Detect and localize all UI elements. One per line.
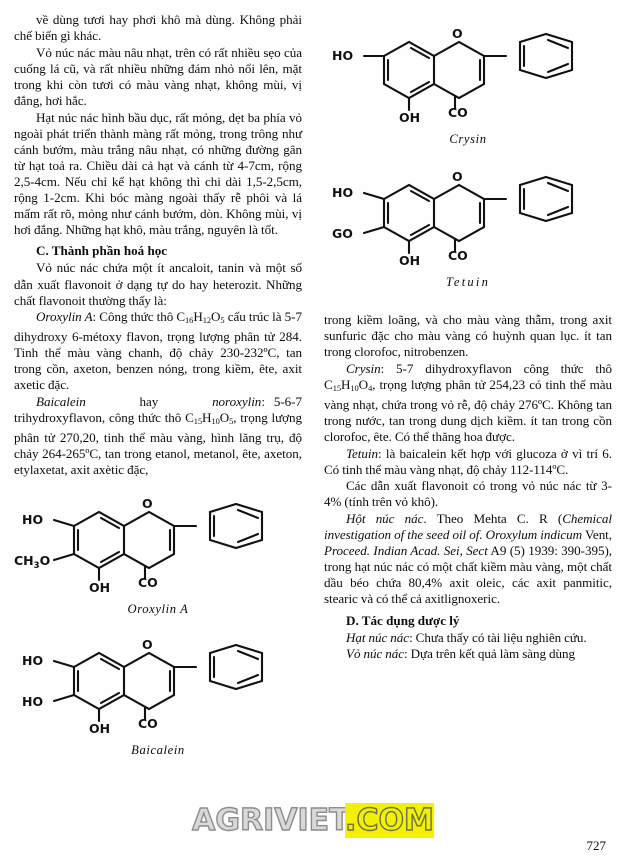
oroxylin-o-symbol: O	[211, 309, 221, 325]
baicalein-h-symbol: H	[202, 410, 212, 426]
tetuin-svg	[324, 161, 594, 273]
tetuin-label-co: CO	[448, 248, 468, 263]
watermark-tld-text: .COM	[345, 803, 434, 838]
left-column	[14, 12, 302, 858]
caption-oroxylin-a: Oroxylin A	[127, 602, 189, 617]
baicalein-label-ho-6: HO	[22, 694, 44, 710]
tetuin-label-ho: HO	[332, 185, 354, 200]
caption-baicalein: Baicalein	[131, 743, 185, 758]
watermark-brand-text: AGRIVIET	[192, 803, 346, 838]
crysin-svg	[324, 18, 594, 130]
baicalein-label-ho-7: HO	[22, 653, 44, 669]
baicalein-hydrogen-count: 10	[211, 416, 220, 426]
crysin-oxygen-count: 4	[368, 383, 373, 393]
compound-name-oroxylin-a: Oroxylin A	[36, 309, 93, 325]
oroxylin-hydrogen-count: 12	[202, 316, 212, 326]
paragraph-flavonoid-intro: Vỏ núc nác chứa một ít ancaloit, tanin và một số dẫn xuất flavonoit ở dạng tự do hay heterozit. Những chất flavonoit thường thấy là:	[14, 260, 302, 308]
oroxylin-label-ho: HO	[22, 512, 44, 528]
structure-diagram-crysin	[324, 18, 612, 147]
heading-pharmacological-effects: D. Tác dụng dược lý	[346, 612, 460, 628]
oroxylin-label-ring-oxygen: O	[142, 496, 153, 512]
baicalein-svg	[14, 629, 284, 741]
oroxylin-a-svg	[14, 488, 284, 600]
crysin-carbon-count: 15	[332, 383, 341, 393]
paragraph-seed-oil-reference	[324, 511, 612, 608]
structure-diagram-oroxylin-a	[14, 488, 302, 617]
oroxylin-h-symbol: H	[193, 309, 203, 325]
paragraph-baicalein-continued: trong kiềm loãng, và cho màu vàng thẫm, trong axit sunfuric đặc cho màu vàng có huỳnh quan lục. ít tan trong clorofoc, nitrobenzen.	[324, 312, 612, 360]
seed-use-label: Hạt núc nác	[346, 629, 410, 645]
oroxylin-label-co: CO	[138, 575, 158, 591]
crysin-hydrogen-count: 10	[350, 383, 359, 393]
compound-name-crysin: Crysin	[346, 360, 381, 376]
bark-use-text: : Dựa trên kết quả làm sàng dùng	[404, 646, 576, 662]
structure-diagram-baicalein	[14, 629, 302, 758]
paragraph-oroxylin-a	[14, 309, 302, 393]
paragraph-seed-description: Hạt núc nác hình bầu dục, rất mỏng, dẹt ba phía vỏ ngoài phát triển thành màng rất mỏng, trong trông như cánh bướm, màu trắng nâu nhạt, có những đường gân từ hạt toả ra. Chiều dài cả hạt và cánh từ 4-7cm, rộng 2,5-4cm. Nếu chỉ kể hạt không thì chi dài 1,5-2,5cm, rộng 1-2cm. Khi bóc màng ngoài thấy rễ phôi và lá mấm rất rõ, mỏng như cánh bướm, dòn. Không mùi, vị hơi đắng. Những hạt khô, màu trắng, nguyên là tốt.	[14, 109, 302, 238]
crysin-formula-lead: : 5-7 dihydroxyflavon công thức thô C	[324, 360, 612, 392]
seed-subject-label: Hột núc nác	[346, 510, 424, 526]
baicalein-oxygen-count: 5	[229, 416, 234, 426]
paragraph-crysin	[324, 361, 612, 445]
structure-diagram-tetuin	[324, 161, 612, 290]
bark-use-label: Vỏ núc nác	[346, 646, 405, 662]
oroxylin-formula-lead: : Công thức thô C	[92, 309, 186, 325]
conjunction-hay: hay	[139, 394, 159, 409]
paragraph-bark-description: Vỏ núc nác màu nâu nhạt, trên có rất nhiều sẹo của cuống lá cũ, và rất nhiều những đám nhỏ nổi lên, mặt trong khi còn tươi có màu vàng nhạt, không mùi, vị đắng, hơi hắc.	[14, 44, 302, 108]
site-watermark	[192, 803, 434, 838]
compound-name-noroxylin: noroxylin	[212, 394, 262, 409]
oroxylin-label-oh: OH	[89, 580, 111, 596]
crysin-label-ho: HO	[332, 48, 354, 63]
paragraph-seed-pharmacology	[324, 630, 612, 646]
compound-name-tetuin: Tetuin	[346, 445, 378, 461]
crysin-properties: , trọng lượng phân tử 254,23 có tinh thể màu vàng nhạt, chứa trong vỏ rễ, độ chảy 276ºC. Không tan trong nước, tan trong dung dịch kiềm. ít tan trong cồn clorofoc, ête. Có thể thăng hoa được.	[324, 376, 612, 444]
reference-mid: Vent,	[582, 527, 612, 543]
caption-tetuin: Tetuin	[445, 275, 491, 289]
paragraph-preparation: về dùng tươi hay phơi khô mà dùng. Không phải chế biến gì khác.	[14, 12, 302, 44]
baicalein-label-co: CO	[138, 716, 158, 732]
caption-crysin: Crysin	[449, 132, 487, 146]
oroxylin-carbon-count: 16	[185, 316, 194, 326]
baicalein-o-symbol: O	[219, 410, 230, 426]
paragraph-bark-pharmacology	[324, 646, 612, 662]
tetuin-label-ring-oxygen: O	[452, 169, 463, 184]
heading-chemical-composition: C. Thành phần hoá học	[36, 243, 168, 259]
tetuin-label-oh: OH	[399, 253, 421, 268]
reference-title: Chemical investigation of the seed oil of. Oroxylum indicum	[324, 510, 612, 543]
reference-lead: . Theo Mehta C. R (	[423, 510, 563, 526]
reference-tail: A9 (5) 1939: 390-395), trong hạt núc nác có một chất kiềm màu vàng, một chất dầu béo chứa 80,4% axit oleic, các axit panmitic, stearic và có thể cả axitlignoxeric.	[324, 543, 612, 607]
oroxylin-properties: cấu trúc là 5-7 dihydroxy 6-métoxy flavon, trọng lượng phân tử 284. Tinh thể màu vàng chanh, độ chảy 230-232ºC, tan trong cồn, axeton, benzen nóng, trong kiềm, ête, axit axetic đặc.	[14, 309, 302, 393]
baicalein-label-ring-oxygen: O	[142, 637, 153, 653]
seed-use-text: : Chưa thấy có tài liệu nghiên cứu.	[409, 629, 587, 645]
crysin-label-co: CO	[448, 105, 468, 120]
tetuin-properties: : là baicalein kết hợp với glucoza ở vì trí 6. Có tinh thể màu vàng nhạt, độ chảy 112-114ºC.	[324, 445, 612, 477]
compound-name-baicalein: Baicalein	[36, 394, 86, 409]
baicalein-carbon-count: 15	[193, 416, 203, 426]
tetuin-label-go: GO	[332, 226, 353, 241]
crysin-o-symbol: O	[358, 376, 369, 392]
crysin-label-oh: OH	[399, 110, 421, 125]
crysin-h-symbol: H	[340, 376, 351, 392]
paragraph-baicalein	[14, 394, 302, 478]
reference-journal: Proceed. Indian Acad. Sei, Sect	[324, 543, 488, 559]
two-column-layout	[14, 12, 612, 858]
baicalein-formula-lead: : 5-6-7 trihydroxyflavon, công thức thô C	[14, 394, 302, 426]
oroxylin-label-ch3o: $CH_3O$	[14, 553, 51, 572]
page-number: 727	[586, 838, 606, 853]
paragraph-flavonoid-content: Các dẫn xuất flavonoit có trong vỏ núc nác từ 3-4% (tính trên vỏ khô).	[324, 478, 612, 510]
right-column	[324, 12, 612, 858]
oroxylin-oxygen-count: 5	[220, 316, 225, 326]
paragraph-tetuin	[324, 446, 612, 478]
baicalein-label-oh: OH	[89, 721, 111, 737]
crysin-label-ring-oxygen: O	[452, 26, 463, 41]
baicalein-properties: , trọng lượng phân tử 270,20, tinh thể màu vàng, hình lăng trụ, độ chảy 264-265ºC, tan trong etanol, metanol, ête, axeton, etylaxetat, axit axètic đặc,	[14, 410, 302, 478]
